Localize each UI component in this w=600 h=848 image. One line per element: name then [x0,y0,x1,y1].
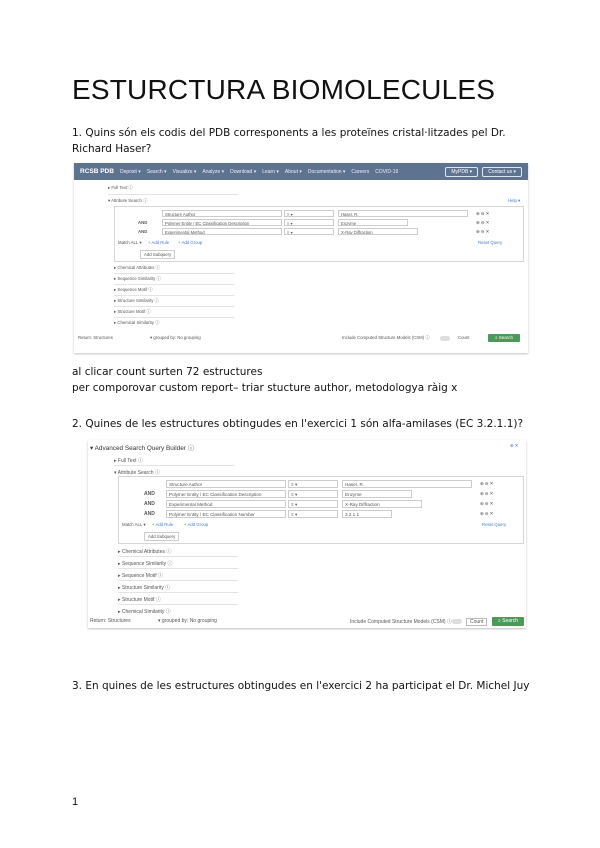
screenshot-advanced-search-2: ▾ Advanced Search Query Builder ⓘ ⊕ ✕ ▸ Full Text ⓘ ▾ Attribute Search ⓘ Structure Author ≡ ▾ Haser, R. ⊕ ⊖ ✕ AND Polymer Entity / EC Classification Description ≡ ▾ Enzyme ⊕ ⊖ ✕ AND Experimental Method ≡ ▾ X-Ray Diffraction ⊕ ⊖ ✕ AND Polymer Entity / EC Classification Number ≡ ▾ 3.2.1.1 ⊕ ⊖ ✕ Match ALL ▾ + Add Rule + Add Group Reset Query Add Subquery ▸ Chemical Attributes ⓘ ▸ Sequence Similarity ⓘ ▸ Sequence Motif ⓘ ▸ Structure Similarity ⓘ ▸ Structure Motif ⓘ ▸ Chemical Similarity ⓘ Return: Structures ▾ grouped by: No grouping Include Computed Structure Models (CSM) ⓘ Count ⌕ Search [88,440,526,628]
nav-item-covid[interactable]: COVID-19 [375,168,399,175]
search-button-2[interactable]: ⌕ Search [492,617,524,626]
count-button[interactable]: Count [458,335,470,340]
grouping-select-2[interactable]: ▾ grouped by: No grouping [158,618,217,624]
section-structure-similarity-2[interactable]: ▸ Structure Similarity ⓘ [118,585,171,591]
section-structure-motif-2[interactable]: ▸ Structure Motif ⓘ [118,597,161,603]
screenshot-advanced-search-1: RCSB PDB Deposit ▾ Search ▾ Visualize ▾ Analyze ▾ Download ▾ Learn ▾ About ▾ Documentation ▾ Careers COVID-19 MyPDB ▾ Contact us ▾ ▸ Full Text ⓘ ▾ Attribute Search ⓘ Help ▾ Structure Author ≡ ▾ Haser, R. ⊕ ⊖ ✕ AND Polymer Entity / EC Classification Description ≡ ▾ Enzyme ⊕ ⊖ ✕ AND Experimental Method ≡ ▾ X-Ray Diffraction ⊕ ⊖ ✕ Match ALL ▾ + Add Rule + Add Group Reset Query Add Subquery ▸ Chemical Attributes ⓘ ▸ Sequence Similarity ⓘ ▸ Sequence Motif ⓘ ▸ Structure Similarity ⓘ ▸ Structure Motif ⓘ ▸ Chemical Similarity ⓘ Return: Structures ▾ grouped by: No grouping Include Computed Structure Models (CSM) ⓘ Count ⌕ Search [74,163,528,353]
operator-select-2-3[interactable]: ≡ ▾ [288,500,338,508]
nav-item-search[interactable]: Search ▾ [146,168,167,175]
grouping-select[interactable]: ▾ grouped by: No grouping [150,335,201,340]
section-chemical-similarity-2[interactable]: ▸ Chemical Similarity ⓘ [118,609,171,615]
pdb-navbar [74,163,528,180]
contact-us-button[interactable]: Contact us ▾ [482,167,522,177]
value-input-2-1[interactable]: Haser, R. [342,480,472,488]
field-select-1[interactable]: Structure Author [162,210,282,217]
value-input-3[interactable]: X-Ray Diffraction [338,228,418,235]
value-input-2-4[interactable]: 3.2.1.1 [342,510,392,518]
include-csm-label: Include Computed Structure Models (CSM) ⓘ [342,335,430,340]
operator-select-2-1[interactable]: ≡ ▾ [288,480,338,488]
mypdb-button[interactable]: MyPDB ▾ [445,167,478,177]
question-2: 2. Quines de les estructures obtingudes en l'exercici 1 són alfa-amilases (EC 3.2.1.1)? [72,418,524,430]
section-structure-motif[interactable]: ▸ Structure Motif ⓘ [114,309,151,314]
field-select-2[interactable]: Polymer Entity / EC Classification Description [162,219,282,226]
search-button[interactable]: ⌕ Search [488,334,520,342]
count-button-2[interactable]: Count [466,618,487,626]
match-all-select[interactable]: Match ALL ▾ [118,240,142,245]
nav-item-learn[interactable]: Learn ▾ [262,168,279,175]
nav-item-about[interactable]: About ▾ [284,168,302,175]
field-select-2-1[interactable]: Structure Author [166,480,286,488]
csm-toggle[interactable] [440,336,450,341]
add-group-link-2[interactable]: + Add Group [184,522,209,527]
note-line-1: al clicar count surten 72 estructures [72,366,263,378]
nav-item-analyze[interactable]: Analyze ▾ [202,168,225,175]
attribute-search-toggle-2[interactable]: ▾ Attribute Search ⓘ [114,470,160,476]
add-rule-link[interactable]: + Add Rule [148,240,170,245]
section-sequence-similarity-2[interactable]: ▸ Sequence Similarity ⓘ [118,561,173,567]
document-title: ESTURCTURA BIOMOLECULES [72,74,496,105]
value-input-2-2[interactable]: Enzyme [342,490,412,498]
value-input-2-3[interactable]: X-Ray Diffraction [342,500,422,508]
question-3: 3. En quines de les estructures obtingudes en l'exercici 2 ha participat el Dr. Michel Juy [72,680,530,692]
bool-op-2-3[interactable]: AND [144,501,155,507]
attribute-search-toggle[interactable]: ▾ Attribute Search ⓘ [108,198,148,203]
value-input-2[interactable]: Enzyme [338,219,408,226]
add-subquery-button-2[interactable]: Add Subquery [144,532,179,541]
operator-select-2[interactable]: ≡ ▾ [284,219,334,226]
operator-select-3[interactable]: ≡ ▾ [284,228,334,235]
section-structure-similarity[interactable]: ▸ Structure Similarity ⓘ [114,298,159,303]
section-chemical-attributes-2[interactable]: ▸ Chemical Attributes ⓘ [118,549,172,555]
field-select-2-3[interactable]: Experimental Method [166,500,286,508]
bool-op-2[interactable]: AND [138,220,148,225]
field-select-2-4[interactable]: Polymer Entity / EC Classification Number [166,510,286,518]
help-link[interactable]: Help ▾ [508,198,521,203]
add-rule-link-2[interactable]: + Add Rule [152,522,174,527]
nav-item-careers[interactable]: Careers [351,168,370,175]
section-sequence-motif[interactable]: ▸ Sequence Motif ⓘ [114,287,153,292]
section-chemical-attributes[interactable]: ▸ Chemical Attributes ⓘ [114,265,160,270]
bool-op-2-2[interactable]: AND [144,491,155,497]
match-all-select-2[interactable]: Match ALL ▾ [122,522,146,527]
section-chemical-similarity[interactable]: ▸ Chemical Similarity ⓘ [114,320,160,325]
page-number: 1 [72,796,79,808]
pdb-logo: RCSB PDB [80,168,114,175]
add-group-link[interactable]: + Add Group [178,240,203,245]
return-select[interactable]: Return: Structures [78,335,113,340]
csm-toggle-2[interactable] [452,619,462,624]
query-builder-header[interactable]: ▾ Advanced Search Query Builder ⓘ [90,445,195,452]
nav-item-download[interactable]: Download ▾ [230,168,257,175]
question-1: 1. Quins són els codis del PDB corresponents a les proteïnes cristal·litzades pel Dr. Richard Haser? [72,127,506,155]
operator-select-2-4[interactable]: ≡ ▾ [288,510,338,518]
nav-item-documentation[interactable]: Documentation ▾ [307,168,346,175]
section-sequence-motif-2[interactable]: ▸ Sequence Motif ⓘ [118,573,164,579]
value-input-1[interactable]: Haser, R. [338,210,468,217]
reset-query-link[interactable]: Reset Query [478,240,503,245]
field-select-3[interactable]: Experimental Method [162,228,282,235]
bool-op-3[interactable]: AND [138,229,148,234]
full-text-toggle[interactable]: ▸ Full Text ⓘ [108,185,133,190]
operator-select-2-2[interactable]: ≡ ▾ [288,490,338,498]
add-subquery-button[interactable]: Add Subquery [140,250,175,259]
operator-select-1[interactable]: ≡ ▾ [284,210,334,217]
section-sequence-similarity[interactable]: ▸ Sequence Similarity ⓘ [114,276,161,281]
nav-item-visualize[interactable]: Visualize ▾ [172,168,197,175]
field-select-2-2[interactable]: Polymer Entity / EC Classification Description [166,490,286,498]
bool-op-2-4[interactable]: AND [144,511,155,517]
note-line-2: per comporovar custom report– triar stucture author, metodologya ràig x [72,382,458,394]
reset-query-link-2[interactable]: Reset Query [482,522,507,527]
return-select-2[interactable]: Return: Structures [90,618,131,624]
full-text-toggle-2[interactable]: ▸ Full Text ⓘ [114,458,143,464]
nav-item-deposit[interactable]: Deposit ▾ [119,168,141,175]
include-csm-label-2: Include Computed Structure Models (CSM) ⓘ [350,619,452,625]
